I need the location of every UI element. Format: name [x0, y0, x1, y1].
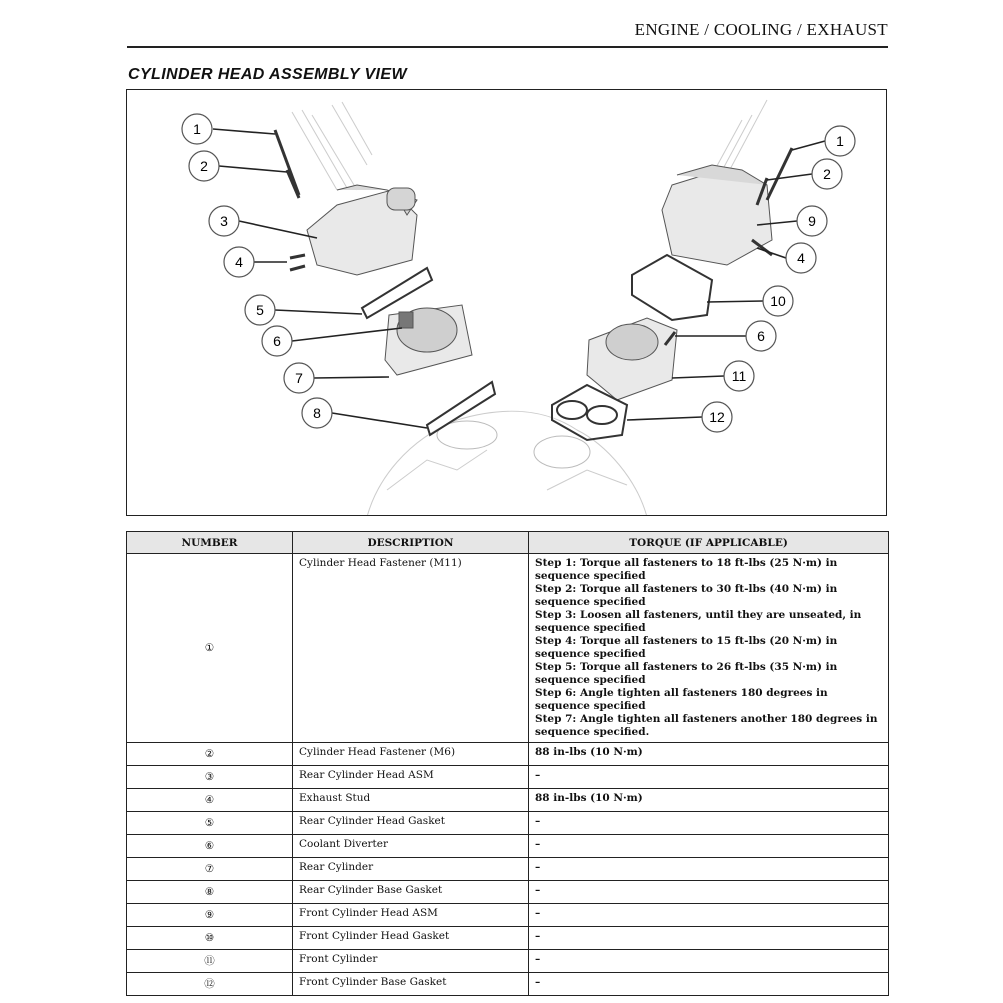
callout-label: 2 — [823, 166, 831, 182]
callout-label: 7 — [295, 370, 303, 386]
table-row — [127, 858, 889, 881]
callout-label: 6 — [273, 333, 281, 349]
part-number: ② — [127, 743, 293, 766]
table-row — [127, 812, 889, 835]
callout-label: 3 — [220, 213, 228, 229]
part-number: ③ — [127, 766, 293, 789]
part-number: ⑫ — [127, 973, 293, 996]
table-row — [127, 789, 889, 812]
column-header-description: DESCRIPTION — [293, 532, 529, 554]
left-callouts — [182, 114, 332, 428]
table-row — [127, 835, 889, 858]
part-description: Front Cylinder — [293, 950, 529, 973]
part-number: ⑨ — [127, 904, 293, 927]
column-header-number: NUMBER — [127, 532, 293, 554]
part-torque: 88 in-lbs (10 N·m) — [529, 789, 889, 812]
part-number: ⑥ — [127, 835, 293, 858]
table-header-row — [127, 532, 889, 554]
exploded-view-drawing — [127, 90, 887, 516]
part-number: ⑪ — [127, 950, 293, 973]
table-row — [127, 554, 889, 743]
part-description: Exhaust Stud — [293, 789, 529, 812]
table-row — [127, 927, 889, 950]
part-description: Rear Cylinder Head Gasket — [293, 812, 529, 835]
torque-steps — [529, 554, 889, 743]
part-torque: – — [529, 881, 889, 904]
part-torque: – — [529, 766, 889, 789]
part-description: Rear Cylinder Base Gasket — [293, 881, 529, 904]
table-row — [127, 743, 889, 766]
torque-step: Step 7: Angle tighten all fasteners another 180 degrees in sequence specified. — [535, 713, 878, 738]
callout-label: 11 — [731, 368, 747, 384]
column-header-torque: TORQUE (IF APPLICABLE) — [529, 532, 889, 554]
exploded-view-figure — [126, 89, 887, 516]
header-title: ENGINE / COOLING / EXHAUST — [634, 20, 888, 39]
part-number: ④ — [127, 789, 293, 812]
part-description: Cylinder Head Fastener (M6) — [293, 743, 529, 766]
parts-table — [126, 531, 889, 996]
torque-step: Step 4: Torque all fasteners to 15 ft-lbs (20 N·m) in sequence specified — [535, 635, 838, 660]
torque-step: Step 6: Angle tighten all fasteners 180 degrees in sequence specified — [535, 687, 828, 712]
part-description: Rear Cylinder Head ASM — [293, 766, 529, 789]
table-row — [127, 950, 889, 973]
part-torque: – — [529, 858, 889, 881]
page-header — [127, 18, 888, 48]
table-row — [127, 881, 889, 904]
part-torque: – — [529, 973, 889, 996]
part-number: ⑩ — [127, 927, 293, 950]
part-torque: – — [529, 904, 889, 927]
part-description: Cylinder Head Fastener (M11) — [293, 554, 529, 743]
torque-step: Step 5: Torque all fasteners to 26 ft-lbs (35 N·m) in sequence specified — [535, 661, 838, 686]
callout-label: 1 — [193, 121, 201, 137]
part-number: ① — [127, 554, 293, 743]
table-row — [127, 904, 889, 927]
part-torque: – — [529, 835, 889, 858]
callout-label: 6 — [757, 328, 765, 344]
part-torque: – — [529, 927, 889, 950]
part-torque: – — [529, 950, 889, 973]
callout-label: 9 — [808, 213, 816, 229]
part-description: Front Cylinder Head ASM — [293, 904, 529, 927]
part-number: ⑧ — [127, 881, 293, 904]
part-description: Coolant Diverter — [293, 835, 529, 858]
part-torque: 88 in-lbs (10 N·m) — [529, 743, 889, 766]
part-number: ⑦ — [127, 858, 293, 881]
table-row — [127, 766, 889, 789]
part-torque: – — [529, 812, 889, 835]
part-description: Rear Cylinder — [293, 858, 529, 881]
table-row — [127, 973, 889, 996]
callout-label: 4 — [235, 254, 243, 270]
section-title: CYLINDER HEAD ASSEMBLY VIEW — [128, 66, 407, 83]
callout-label: 2 — [200, 158, 208, 174]
callout-label: 4 — [797, 250, 805, 266]
callout-label: 5 — [256, 302, 264, 318]
torque-step: Step 3: Loosen all fasteners, until they are unseated, in sequence specified — [535, 609, 862, 634]
callout-label: 12 — [709, 409, 725, 425]
part-description: Front Cylinder Head Gasket — [293, 927, 529, 950]
callout-label: 8 — [313, 405, 321, 421]
part-number: ⑤ — [127, 812, 293, 835]
torque-step: Step 1: Torque all fasteners to 18 ft-lbs (25 N·m) in sequence specified — [535, 557, 838, 582]
torque-step: Step 2: Torque all fasteners to 30 ft-lbs (40 N·m) in sequence specified — [535, 583, 838, 608]
part-description: Front Cylinder Base Gasket — [293, 973, 529, 996]
callout-label: 1 — [836, 133, 844, 149]
callout-label: 10 — [770, 293, 786, 309]
